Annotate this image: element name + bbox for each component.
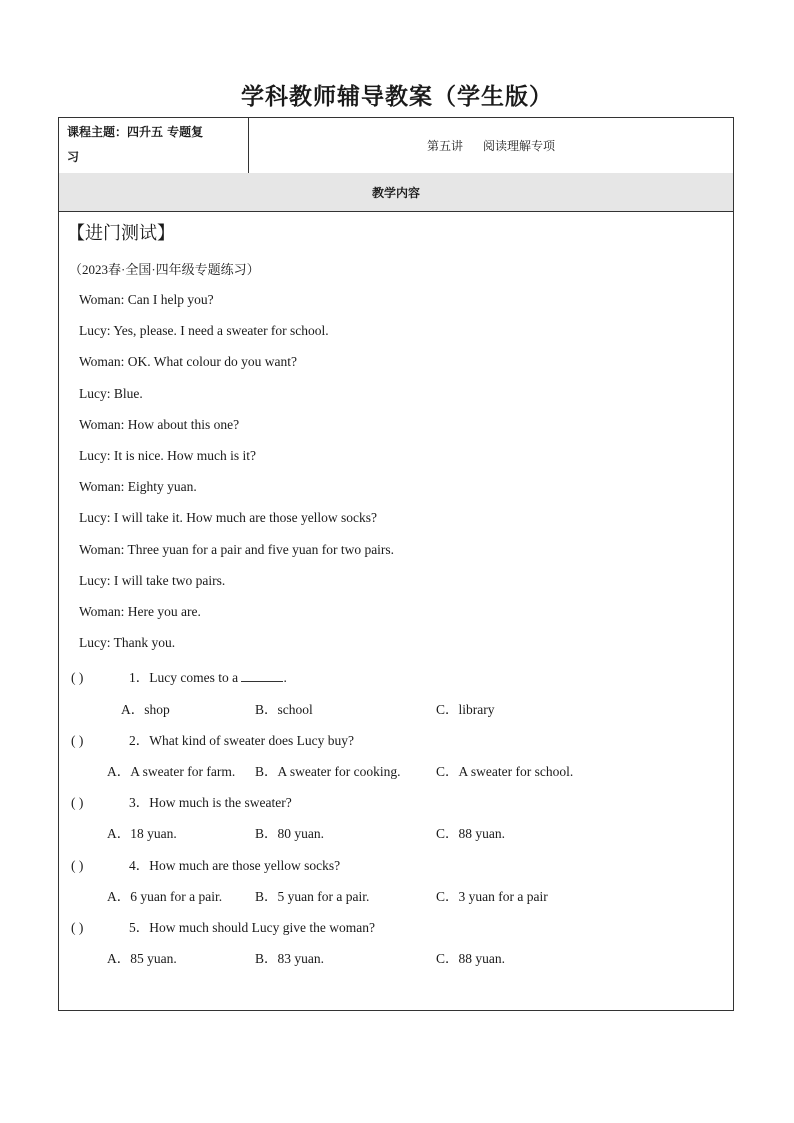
dialogue-line: Lucy: I will take two pairs. <box>79 573 226 588</box>
question-4 <box>71 854 340 874</box>
answer-blank[interactable]: ( ) <box>71 670 84 685</box>
dialogue-line: Lucy: It is nice. How much is it? <box>79 448 256 463</box>
dialogue-line: Woman: How about this one? <box>79 417 240 432</box>
dialogue-line: Woman: Can I help you? <box>79 292 214 307</box>
topic-line-2: 习 <box>67 150 80 164</box>
option-b[interactable]: B．school <box>255 702 313 717</box>
fill-blank[interactable] <box>241 669 283 682</box>
option-c[interactable]: C．library <box>436 702 495 717</box>
question-text: 1．Lucy comes to a <box>129 670 239 685</box>
option-b[interactable]: B．A sweater for cooking. <box>255 764 401 779</box>
topic-cell <box>59 118 249 173</box>
option-b[interactable]: B．80 yuan. <box>255 826 324 841</box>
option-a[interactable]: A．A sweater for farm. <box>107 764 236 779</box>
option-b[interactable]: B．5 yuan for a pair. <box>255 889 370 904</box>
option-a[interactable]: A．85 yuan. <box>107 951 177 966</box>
answer-blank[interactable]: ( ) <box>71 920 84 935</box>
question-2 <box>71 729 354 749</box>
question-text: 3．How much is the sweater? <box>129 795 292 810</box>
option-b[interactable]: B．83 yuan. <box>255 951 324 966</box>
question-suffix: . <box>283 670 287 685</box>
answer-blank[interactable]: ( ) <box>71 733 84 748</box>
option-a[interactable]: A．18 yuan. <box>107 826 177 841</box>
option-c[interactable]: C．88 yuan. <box>436 951 505 966</box>
source-note: （2023春·全国·四年级专题练习） <box>69 262 260 277</box>
lesson-cell <box>249 118 733 173</box>
option-c[interactable]: C．A sweater for school. <box>436 764 574 779</box>
option-a[interactable]: A．shop <box>121 702 170 717</box>
dialogue-line: Lucy: I will take it. How much are those yellow socks? <box>79 510 378 525</box>
question-text: 4．How much are those yellow socks? <box>129 858 341 873</box>
answer-blank[interactable]: ( ) <box>71 795 84 810</box>
question-text: 5．How much should Lucy give the woman? <box>129 920 375 935</box>
header-row <box>59 118 733 174</box>
option-c[interactable]: C．88 yuan. <box>436 826 505 841</box>
dialogue-line: Woman: Here you are. <box>79 604 201 619</box>
question-3 <box>71 791 292 811</box>
dialogue-line: Woman: Eighty yuan. <box>79 479 197 494</box>
option-a[interactable]: A．6 yuan for a pair. <box>107 889 223 904</box>
dialogue-line: Woman: Three yuan for a pair and five yuan for two pairs. <box>79 542 395 557</box>
question-1 <box>71 666 287 686</box>
question-text: 2．What kind of sweater does Lucy buy? <box>129 733 354 748</box>
page-title: 学科教师辅导教案（学生版） <box>241 84 553 110</box>
question-5 <box>71 916 375 936</box>
option-c[interactable]: C．3 yuan for a pair <box>436 889 548 904</box>
lesson-title: 阅读理解专项 <box>483 139 556 153</box>
section-heading: 【进门测试】 <box>67 223 175 244</box>
answer-blank[interactable]: ( ) <box>71 858 84 873</box>
dialogue-line: Lucy: Thank you. <box>79 635 176 650</box>
dialogue-line: Lucy: Blue. <box>79 386 143 401</box>
topic-line-1: 课程主题：四升五 专题复 <box>67 125 204 139</box>
lesson-number: 第五讲 <box>426 139 463 153</box>
dialogue-line: Lucy: Yes, please. I need a sweater for school. <box>79 323 329 338</box>
dialogue-line: Woman: OK. What colour do you want? <box>79 354 297 369</box>
section-bar: 教学内容 <box>59 173 733 212</box>
lesson-sheet <box>58 117 734 1011</box>
